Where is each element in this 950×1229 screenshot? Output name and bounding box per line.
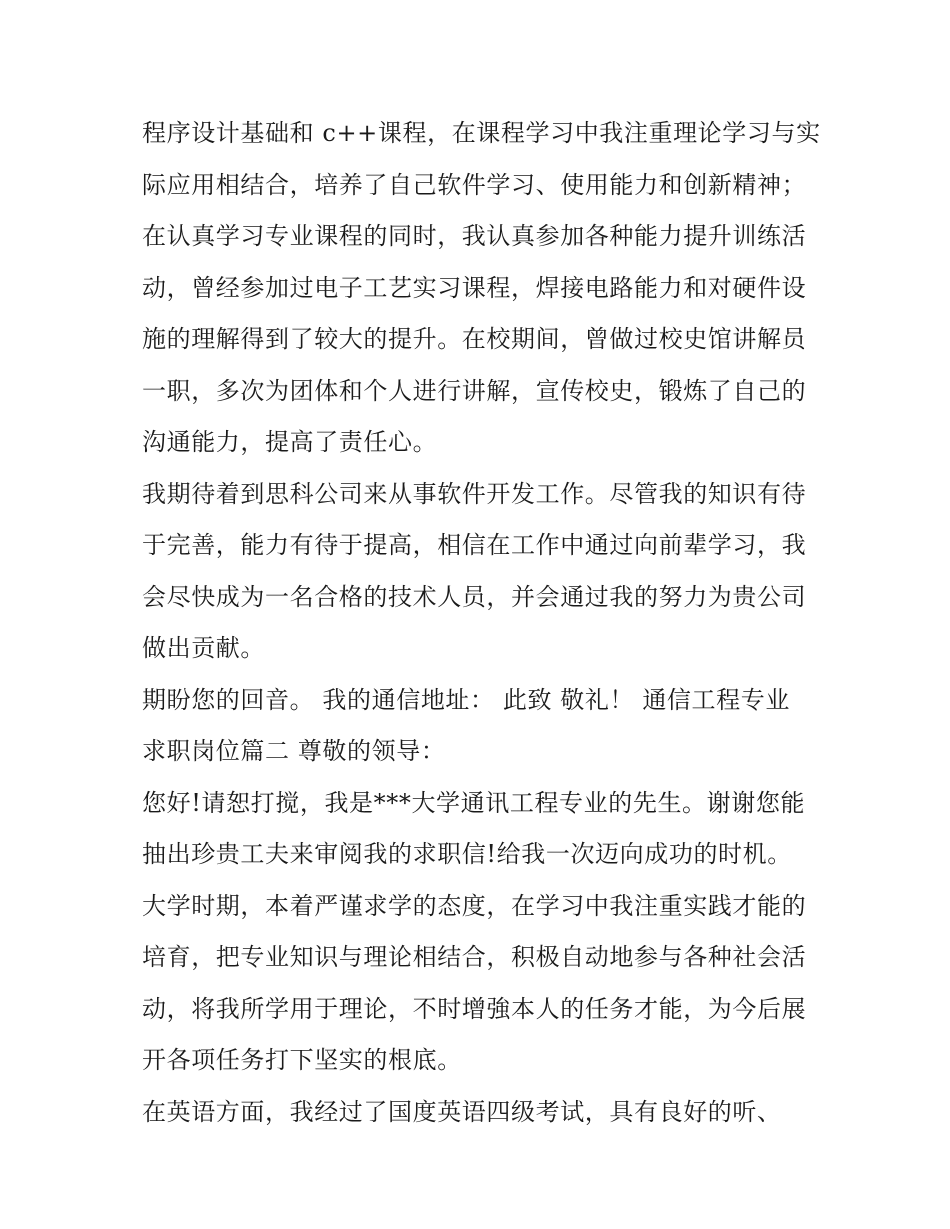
text-line: 抽出珍贵工夫来审阅我的求职信!给我一次迈向成功的时机。 — [142, 840, 792, 868]
text-line: 在英语方面，我经过了国度英语四级考试，具有良好的听、 — [142, 1097, 782, 1126]
text-line: 动，曾经参加过电子工艺实习课程，焊接电路能力和对硬件设 — [142, 273, 807, 302]
text-line: 沟通能力，提高了责任心。 — [142, 428, 438, 456]
document-body — [142, 108, 822, 1138]
text-line: 培育，把专业知识与理论相结合，积极自动地参与各种社会活 — [142, 943, 807, 971]
text-line: 在认真学习专业课程的同时，我认真参加各种能力提升训练活 — [142, 222, 807, 250]
text-line: 会尽快成为一名合格的技术人员，并会通过我的努力为贵公司 — [142, 582, 807, 611]
text-line: 期盼您的回音。 我的通信地址： 此致 敬礼！ 通信工程专业 — [142, 685, 790, 714]
text-line: 开各项任务打下坚实的根底。 — [142, 1046, 462, 1074]
text-line: 施的理解得到了较大的提升。在校期间，曾做过校史馆讲解员 — [142, 325, 807, 353]
text-line: 我期待着到思科公司来从事软件开发工作。尽管我的知识有待 — [142, 479, 807, 508]
text-line: 动，将我所学用于理论，不时增強本人的任务才能，为今后展 — [142, 994, 807, 1023]
text-line: 程序设计基础和 c++课程，在课程学习中我注重理论学习与实 — [142, 119, 821, 147]
text-line: 一职，多次为团体和个人进行讲解，宣传校史，锻炼了自己的 — [142, 376, 807, 405]
text-line: 您好!请恕打搅，我是***大学通讯工程专业的先生。谢谢您能 — [142, 788, 806, 817]
text-line: 于完善，能力有待于提高，相信在工作中通过向前辈学习，我 — [142, 531, 807, 559]
text-line: 际应用相结合，培养了自己软件学习、使用能力和创新精神； — [142, 170, 807, 199]
text-line: 求职岗位篇二 尊敬的领导： — [142, 737, 446, 765]
text-line: 做出贡献。 — [142, 634, 265, 662]
text-line: 大学时期，本着严谨求学的态度，在学习中我注重实践才能的 — [142, 891, 807, 920]
